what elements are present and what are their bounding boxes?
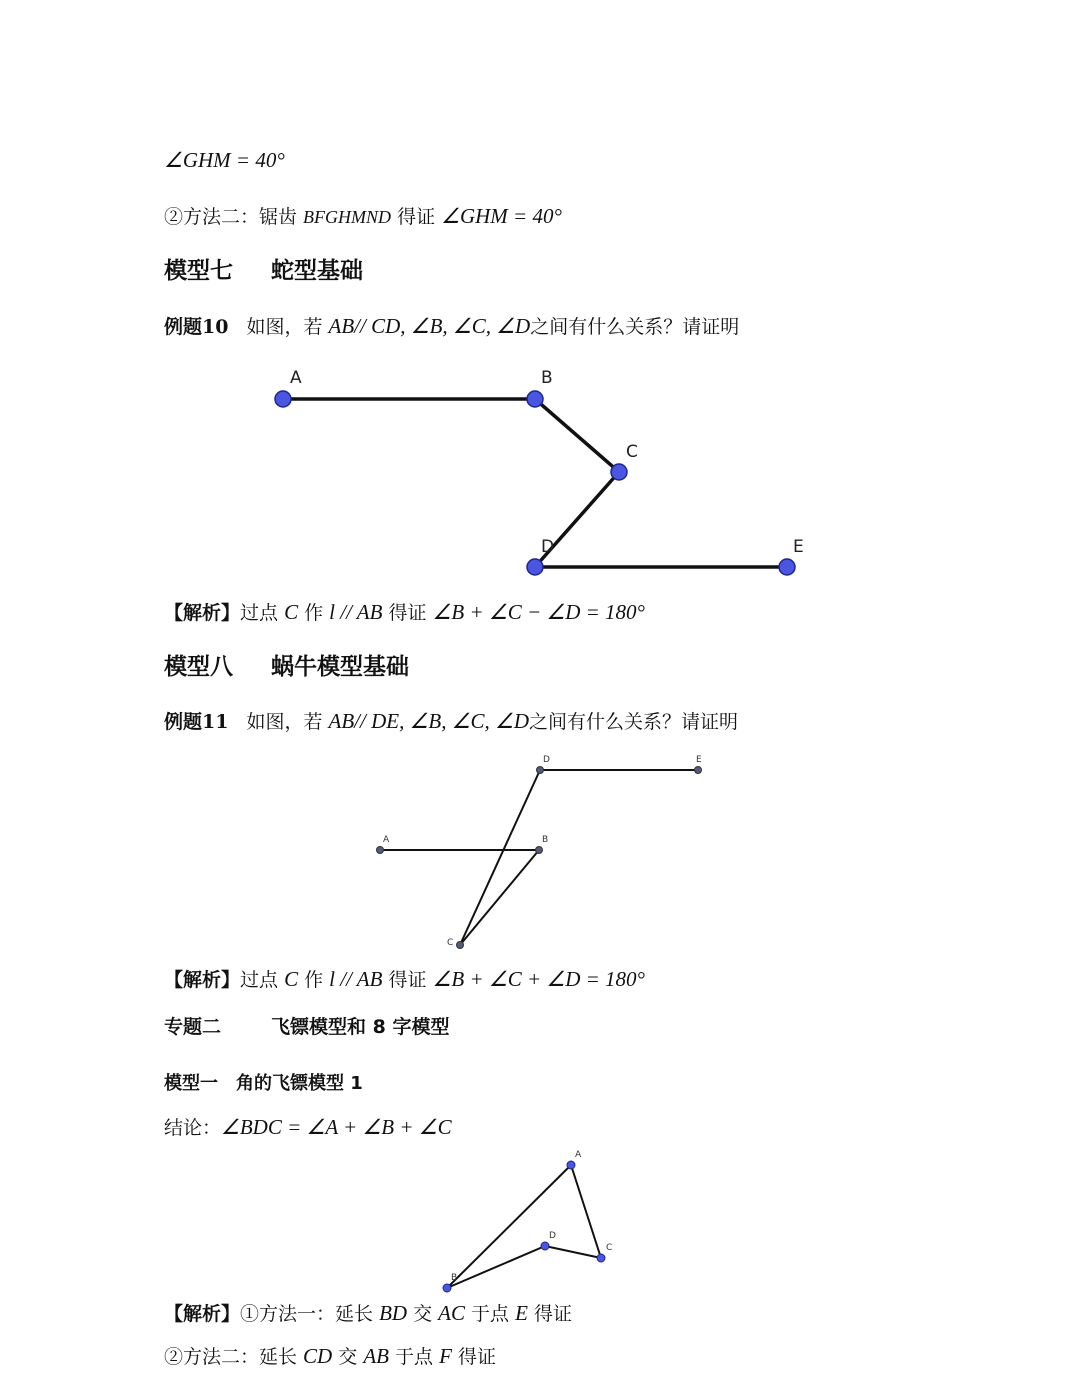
text: ②方法二：锯齿 (164, 206, 304, 228)
label-c: C (447, 938, 454, 948)
math: AB (363, 1344, 389, 1368)
point-e (779, 559, 795, 575)
point-d (537, 767, 544, 774)
example-label: 例题10 (164, 316, 229, 338)
math: AB// DE, ∠B, ∠C, ∠D (328, 709, 530, 733)
label-b: B (541, 368, 553, 388)
text: ①方法一：延长 (240, 1303, 380, 1325)
segment-dc (460, 770, 540, 945)
text: 得证 (382, 602, 433, 624)
point-e (695, 767, 702, 774)
math: C (284, 967, 299, 991)
math: ∠B + ∠C + ∠D = 180° (432, 967, 645, 991)
label-c: C (626, 442, 638, 462)
heading-num: 模型八 (164, 654, 233, 680)
heading-num: 专题二 (164, 1016, 222, 1038)
text: 得证 (451, 1346, 496, 1368)
math: ∠BDC = ∠A + ∠B + ∠C (221, 1115, 452, 1139)
label-b: B (542, 835, 549, 845)
segment-db (447, 1246, 545, 1288)
text: 过点 (240, 602, 285, 624)
point-b (536, 847, 543, 854)
figure-snail-model (377, 755, 703, 949)
label-d: D (541, 537, 555, 557)
solution-label: 【解析】 (164, 602, 241, 624)
label-e: E (696, 755, 702, 765)
math: C (284, 600, 299, 624)
math: BFGHMND (303, 207, 392, 227)
label-e: E (793, 537, 804, 557)
label-b: B (451, 1273, 458, 1283)
math: E (515, 1301, 528, 1325)
text: 于点 (465, 1303, 516, 1325)
segment-ac (571, 1165, 601, 1258)
label-a: A (290, 368, 302, 388)
label-d: D (549, 1231, 556, 1241)
solution-label: 【解析】 (164, 1303, 241, 1325)
heading-title: 蜗牛模型基础 (271, 654, 409, 680)
math: AC (438, 1301, 465, 1325)
heading-num: 模型七 (164, 258, 233, 284)
heading-title: 飞镖模型和 8 字模型 (271, 1016, 450, 1038)
text: 如图，若 (246, 316, 329, 338)
math: l // AB (329, 600, 383, 624)
segment-ba (447, 1165, 571, 1288)
point-a (377, 847, 384, 854)
math: ∠GHM = 40° (441, 204, 562, 228)
example-label: 例题11 (164, 711, 229, 733)
point-d (527, 559, 543, 575)
point-a (567, 1161, 575, 1169)
text: 结论： (164, 1117, 222, 1139)
text: 交 (332, 1346, 364, 1368)
label-a: A (575, 1150, 582, 1160)
text: 得证 (391, 206, 442, 228)
text: ②方法二：延长 (164, 1346, 304, 1368)
label-d: D (543, 755, 550, 765)
solution-label: 【解析】 (164, 969, 241, 991)
text: 得证 (527, 1303, 572, 1325)
math: BD (379, 1301, 408, 1325)
point-b (443, 1284, 451, 1292)
text: 之间有什么关系？请证明 (529, 711, 739, 733)
segment-cd (545, 1246, 601, 1258)
point-b (527, 391, 543, 407)
text: 于点 (388, 1346, 440, 1368)
point-c (611, 464, 627, 480)
label-a: A (383, 835, 390, 845)
text: 之间有什么关系？请证明 (530, 316, 740, 338)
segment-bc (535, 399, 619, 472)
math: F (439, 1344, 452, 1368)
heading-title: 模型一 角的飞镖模型 1 (164, 1073, 363, 1094)
point-d (541, 1242, 549, 1250)
math: l // AB (329, 967, 383, 991)
text: 如图，若 (246, 711, 329, 733)
text: 作 (298, 602, 330, 624)
math: ∠GHM = 40° (164, 148, 285, 172)
point-c (457, 942, 464, 949)
label-c: C (606, 1243, 613, 1253)
math: ∠B + ∠C − ∠D = 180° (432, 600, 645, 624)
point-a (275, 391, 291, 407)
text: 得证 (382, 969, 433, 991)
figure-dart-model (443, 1150, 612, 1292)
point-c (597, 1254, 605, 1262)
math: AB// CD, ∠B, ∠C, ∠D (328, 314, 531, 338)
segment-bc (460, 850, 539, 945)
text: 交 (407, 1303, 439, 1325)
text: 作 (298, 969, 330, 991)
math: CD (303, 1344, 333, 1368)
text: 过点 (240, 969, 285, 991)
heading-title: 蛇型基础 (271, 258, 363, 284)
